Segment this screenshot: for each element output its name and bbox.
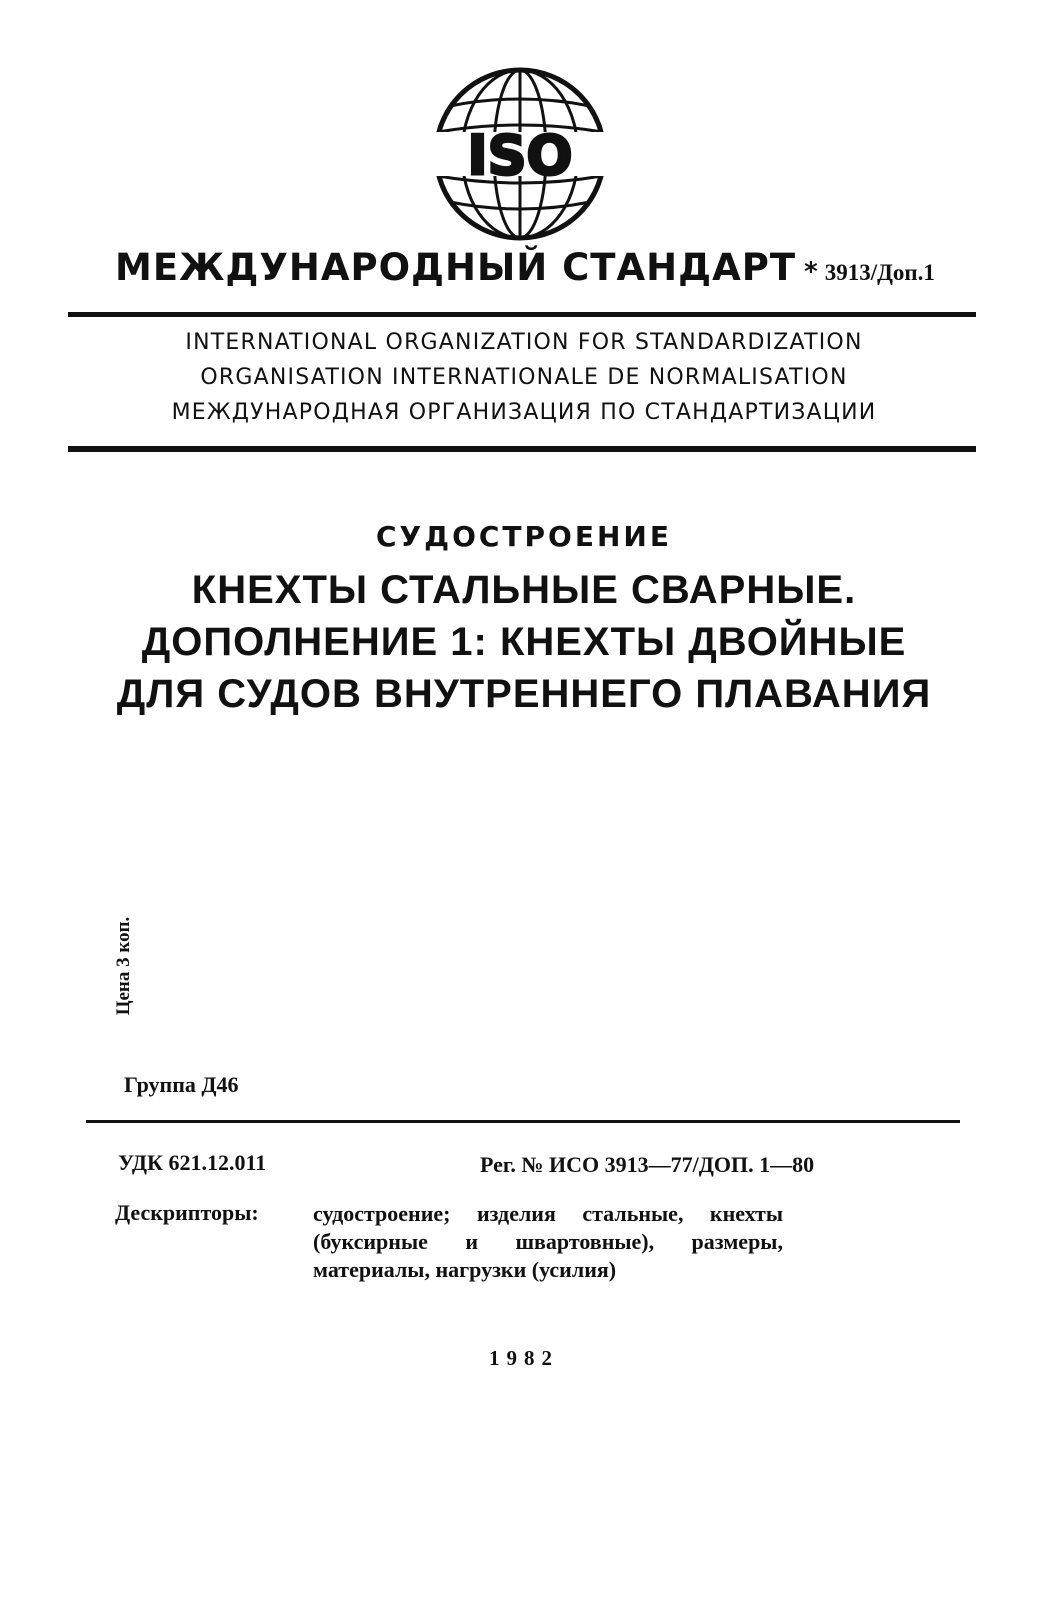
document-subject: СУДОСТРОЕНИЕ bbox=[376, 520, 672, 553]
registration-number: Рег. № ИСО 3913—77/ДОП. 1—80 bbox=[480, 1152, 815, 1177]
publication-year: 1982 bbox=[489, 1346, 559, 1370]
iso-globe-icon bbox=[428, 62, 612, 246]
price-label: Цена 3 коп. bbox=[113, 916, 134, 1016]
udc-code: УДК 621.12.011 bbox=[118, 1150, 267, 1175]
standard-heading: МЕЖДУНАРОДНЫЙ СТАНДАРТ bbox=[115, 246, 797, 289]
organization-name-fr: ORGANISATION INTERNATIONALE DE NORMALISATION bbox=[200, 365, 848, 390]
bottom-rule bbox=[86, 1120, 960, 1123]
organization-name-ru: МЕЖДУНАРОДНАЯ ОРГАНИЗАЦИЯ ПО СТАНДАРТИЗАЦИИ bbox=[171, 400, 877, 425]
middle-rule bbox=[68, 446, 976, 452]
star-mark: * bbox=[804, 257, 819, 287]
group-label: Группа Д46 bbox=[124, 1072, 239, 1097]
descriptors-label: Дескрипторы: bbox=[115, 1200, 259, 1225]
title-line-2: ДОПОЛНЕНИЕ 1: КНЕХТЫ ДВОЙНЫЕ bbox=[141, 620, 907, 664]
title-line-3: ДЛЯ СУДОВ ВНУТРЕННЕГО ПЛАВАНИЯ bbox=[116, 672, 932, 716]
descriptors-text: судостроение; изделия стальные, кнехты (буксирные и швартовные), размеры, материалы, нагрузки (усилия) bbox=[313, 1201, 783, 1282]
organization-name-en: INTERNATIONAL ORGANIZATION FOR STANDARDIZATION bbox=[185, 330, 863, 355]
top-rule bbox=[68, 312, 976, 317]
title-line-1: КНЕХТЫ СТАЛЬНЫЕ СВАРНЫЕ. bbox=[191, 568, 857, 612]
iso-logo-text: ISO bbox=[467, 124, 573, 187]
standard-heading-row bbox=[115, 246, 935, 289]
standard-number: 3913/Доп.1 bbox=[824, 260, 935, 285]
